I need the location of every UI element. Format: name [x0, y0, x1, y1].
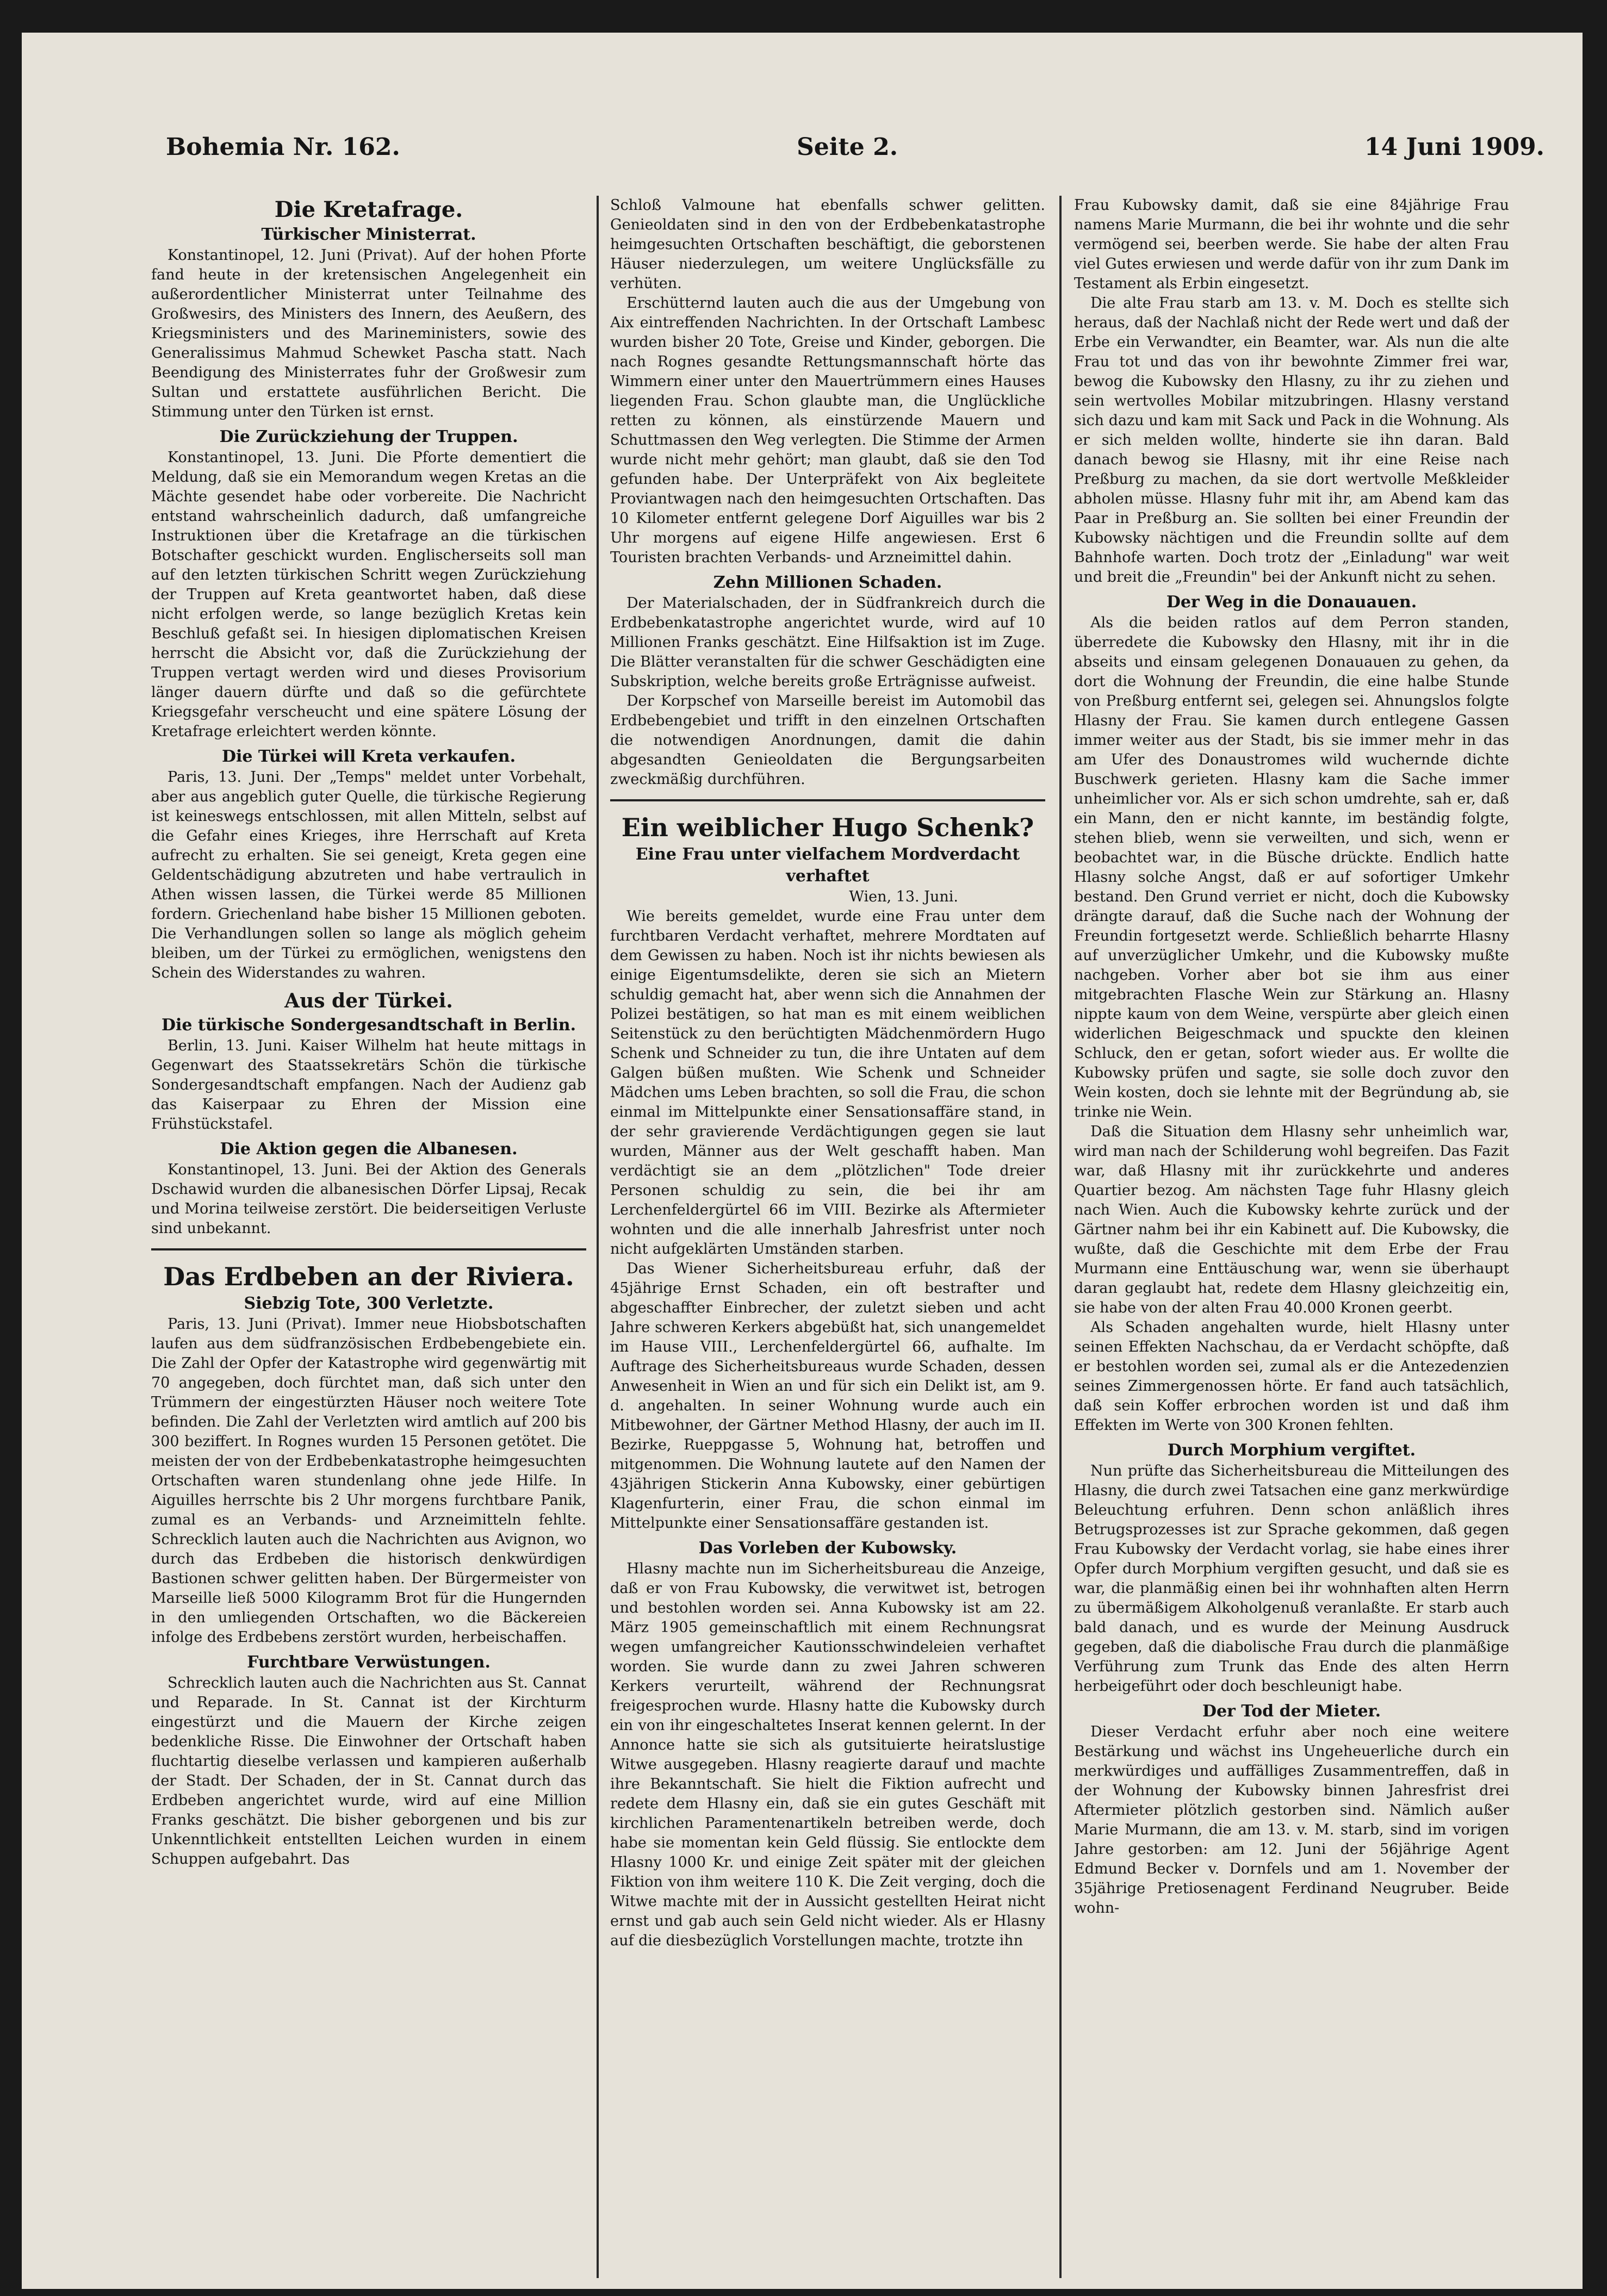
- column-1: [151, 196, 586, 2278]
- vorleben-heading: Das Vorleben der Kubowsky.: [698, 1539, 957, 1558]
- column-3: [1074, 196, 1509, 2278]
- marseille-article: Der Korpschef von Marseille bereist im Automobil das Erdbebengebiet und trifft in den einzelnen Ortschaften die notwendigen Anordnungen, damit die dahin abgesandten Genieoldaten die Bergungsarbeiten zweckmäßig durchführen.: [610, 693, 1045, 788]
- vorleben-article: Hlasny machte nun im Sicherheitsbureau die Anzeige, daß er von Frau Kubowsky, die verwitwet ist, betrogen und bestohlen worden sei. Anna Kubowsky ist am 22. März 1905 gemeinschaftlich mit einem Rechnungsrat wegen umfangreicher Kautionsschwindeleien verhaftet worden. Sie wurde dann zu zwei Jahren schweren Kerkers verurteilt, während der Rechnungsrat freigesprochen wurde. Hlasny hatte die Kubowsky durch ein von ihr eingeschaltetes Inserat kennen gelernt. In der Annonce hatte sie sich als gutsituierte heiratslustige Witwe ausgegeben. Hlasny reagierte darauf und machte ihre Bekanntschaft. Sie hielt die Fiktion aufrecht und redete dem Hlasny ein, daß sie ein gutes Geschäft mit kirchlichen Paramentenartikeln betreiben werde, doch habe sie momentan kein Geld flüssig. Sie entlockte dem Hlasny 1000 Kr. und einige Zeit später mit der gleichen Fiktion von ihm weitere 110 K. Die Zeit verging, doch die Witwe machte mit der in Aussicht gestellten Heirat nicht ernst und gab auch sein Geld nicht wieder. Als er Hlasny auf die diesbezüglich Vorstellungen machte, trotzte ihn: [610, 1560, 1045, 1949]
- column-rule-left: [597, 196, 599, 2278]
- truppen-article: Konstantinopel, 13. Juni. Die Pforte dementiert die Meldung, daß sie ein Memorandum wegen Kretas an die Mächte gesendet habe oder vorbereite. Die Nachricht entstand wahrscheinlich dadurch, daß umfangreiche Instruktionen über die Kretafrage an die türkischen Botschafter geschickt wurden. Englischerseits soll man auf den letzten türkischen Schritt wegen Zurückziehung der Truppen auf Kreta geantwortet haben, daß diese nicht erfolgen werde, so lange bezüglich Kretas kein Beschluß gefaßt sei. In hiesigen diplomatischen Kreisen herrscht die Absicht vor, daß die Zurückziehung der Truppen vertagt werden wird und dieses Provisorium länger dauern dürfte und daß so die gefürchtete Kriegsgefahr verscheucht und eine spätere Lösung der Kretafrage erleichtert werden könnte.: [151, 449, 586, 740]
- erdbeben-continuation: Schloß Valmoune hat ebenfalls schwer gelitten. Genieoldaten sind in den von der Erdbebenkatastrophe heimgesuchten Ortschaften beschäftigt, die geborstenen Häuser niederzulegen, um weitere Unglücksfälle zu verhüten.: [610, 197, 1045, 292]
- column-rule-right: [1059, 196, 1062, 2278]
- donauauen-article: Als die beiden ratlos auf dem Perron standen, überredete die Kubowsky den Hlasny, mit ihr in die abseits und einsam gelegenen Donauauen zu gehen, da dort die Wohnung der Freundin, die eine halbe Stunde von Preßburg entfernt sei, gelegen sei. Ahnungslos folgte Hlasny der Frau. Sie kamen durch entlegene Gassen immer weiter aus der Stadt, bis sie immer mehr in das am Ufer des Donaustromes wild wuchernde dichte Buschwerk gerieten. Hlasny kam die Sache immer unheimlicher vor. Als er sich schon umdrehte, sah er, daß ein Mann, den er nicht kannte, im beständig folgte, stehen blieb, wenn sie verweilten, und sich, wenn er beobachtet war, in die Büsche drückte. Endlich hatte Hlasny solche Angst, daß er auf sofortiger Umkehr bestand. Den Grund verriet er nicht, doch die Kubowsky drängte darauf, daß die Suche nach der Wohnung der Freundin fortgesetzt werde. Schließlich beharrte Hlasny auf unverzüglicher Umkehr, und die Kubowsky mußte nachgeben. Vorher aber bot sie ihm aus einer mitgebrachten Flasche Wein zur Stärkung an. Hlasny nippte kaum von dem Weine, verspürte aber gleich einen widerlichen Beigeschmack und spuckte den kleinen Schluck, den er getan, sofort wieder aus. Er wollte die Kubowsky prüfen und sagte, sie solle doch zuvor den Wein kosten, doch sie lehnte mit der Begründung ab, sie trinke nie Wein.: [1074, 614, 1509, 1121]
- header-date: 14 Juni 1909.: [1364, 133, 1544, 161]
- alte-frau-article: Die alte Frau starb am 13. v. M. Doch es stellte sich heraus, daß der Nachlaß nicht der Rede wert und daß der Erbe ein Verwandter, ein Beamter, war. Als nun die alte Frau tot und das von ihr bewohnte Zimmer frei war, bewog die Kubowsky den Hlasny, zu ihr zu ziehen und sein wertvolles Mobilar mitzubringen. Hlasny verstand sich dazu und kam mit Sack und Pack in die Wohnung. Als er sich melden wollte, hinderte sie ihn daran. Bald danach bewog sie Hlasny, mit ihr eine Reise nach Preßburg zu machen, da sie dort wertvolle Meßkleider abholen müsse. Hlasny fuhr mit ihr, am Abend kam das Paar in Preßburg an. Sie sollten bei einer Freundin der Kubowsky nächtigen und die Freundin sollte auf dem Bahnhofe warten. Doch trotz der „Einladung" war weit und breit die „Freundin" bei der Ankunft nicht zu sehen.: [1074, 295, 1509, 586]
- newspaper-page: [22, 33, 1583, 2289]
- schenk-subheading: Eine Frau unter vielfachem Mordverdacht verhaftet: [635, 845, 1020, 886]
- kubowsky-continuation: Frau Kubowsky damit, daß sie eine 84jährige Frau namens Marie Murmann, die bei ihr wohnte und die sehr vermögend sei, beerben werde. Sie habe der alten Frau viel Gutes erwiesen und werde dafür von ihr zum Dank im Testament als Erbin eingesetzt.: [1074, 197, 1509, 292]
- schaden-heading: Zehn Millionen Schaden.: [713, 573, 942, 592]
- kreta-heading: Die Kretafrage.: [274, 197, 463, 222]
- schenk-heading: Ein weiblicher Hugo Schenk?: [621, 813, 1034, 842]
- riviera-subheading: Siebzig Tote, 300 Verletzte.: [244, 1294, 494, 1313]
- tuerkei-heading: Aus der Türkei.: [284, 990, 453, 1012]
- header-page-number: Seite 2.: [797, 133, 898, 161]
- section-divider: [151, 1248, 586, 1250]
- schenk-article: Wie bereits gemeldet, wurde eine Frau unter dem furchtbaren Verdacht verhaftet, mehrere Mordtaten auf dem Gewissen zu haben. Noch ist ihr nichts bewiesen als einige Eigentumsdelikte, deren sie sich an Mietern schuldig gemacht hat, aber wenn sich die Annahmen der Polizei bestätigen, so hat man es mit einem weiblichen Seitenstück zu den berüchtigten Mädchenmördern Hugo Schenk und Schneider zu tun, die ihre Untaten auf dem Galgen büßen mußten. Wie Schenk und Schneider Mädchen ums Leben brachten, so soll die Frau, die schon einmal im Mittelpunkte einer Sensationsaffäre stand, in der sehr gravierende Verdächtigungen gegen sie laut wurden, Männer aus der Welt geschafft haben. Man verdächtigt sie an dem „plötzlichen" Tode dreier Personen schuldig zu sein, die bei ihr am Lerchenfeldergürtel 66 im VIII. Bezirke als Aftermieter wohnten und die alle innerhalb Jahresfrist unter noch nicht aufgeklärten Umständen starben.: [610, 908, 1045, 1258]
- donauauen-heading: Der Weg in die Donauauen.: [1166, 593, 1417, 612]
- schaden-angehalten-article: Als Schaden angehalten wurde, hielt Hlasny unter seinen Effekten Nachschau, da er Verdacht schöpfte, daß er bestohlen worden sei, zumal als er die Antezedenzien seines Zimmergenossen hörte. Er fand auch tatsächlich, daß sein Koffer erbrochen worden ist und daß ihm Effekten im Werte von 300 Kronen fehlten.: [1074, 1319, 1509, 1434]
- riviera-heading: Das Erdbeben an der Riviera.: [163, 1262, 574, 1291]
- situation-article: Daß die Situation dem Hlasny sehr unheimlich war, wird man nach der Schilderung wohl begreifen. Das Fazit war, daß Hlasny mit ihr zurückkehrte und anderes Quartier bezog. Am nächsten Tage fuhr Hlasny gleich nach Wien. Auch die Kubowsky kehrte zurück und der Gärtner nahm bei ihr ein Kabinett auf. Die Kubowsky, die wußte, daß die Geschichte mit dem Erbe der Frau Murmann eine Enttäuschung war, wenn sie überhaupt daran geglaubt hat, redete dem Hlasny gleichzeitig ein, sie habe von der alten Frau 40.000 Kronen geerbt.: [1074, 1123, 1509, 1316]
- tod-article: Dieser Verdacht erfuhr aber noch eine weitere Bestärkung und wächst ins Ungeheuerliche durch ein merkwürdiges und auffälliges Zusammentreffen, daß in der Wohnung der Kubowsky binnen Jahresfrist drei Aftermieter plötzlich gestorben sind. Nämlich außer Marie Murmann, die am 13. v. M. starb, sind im vorigen Jahre gestorben: am 12. Juni der 56jährige Agent Edmund Becker v. Dornfels und am 1. November der 35jährige Pretiosenagent Ferdinand Neugruber. Beide wohn-: [1074, 1723, 1509, 1917]
- verwuestungen-heading: Furchtbare Verwüstungen.: [247, 1653, 491, 1672]
- verkaufen-heading: Die Türkei will Kreta verkaufen.: [221, 747, 516, 766]
- albanesen-heading: Die Aktion gegen die Albanesen.: [220, 1140, 518, 1159]
- schenk-dateline: Wien, 13. Juni.: [849, 888, 958, 905]
- tod-heading: Der Tod der Mieter.: [1202, 1702, 1381, 1721]
- schaden-article: Der Materialschaden, der in Südfrankreich durch die Erdbebenkatastrophe angerichtet wurde, wird auf 10 Millionen Franks geschätzt. Eine Hilfsaktion ist im Zuge. Die Blätter veranstalten für die schwer Geschädigten eine Subskription, welche bereits große Erträgnisse aufweist.: [610, 595, 1045, 690]
- morphium-heading: Durch Morphium vergiftet.: [1167, 1441, 1416, 1460]
- gesandtschaft-article: Berlin, 13. Juni. Kaiser Wilhelm hat heute mittags in Gegenwart des Staatssekretärs Schön die türkische Sondergesandtschaft empfangen. Nach der Audienz gab das Kaiserpaar zu Ehren der Mission eine Frühstückstafel.: [151, 1037, 586, 1133]
- gesandtschaft-heading: Die türkische Sondergesandtschaft in Berlin.: [161, 1016, 576, 1035]
- verkaufen-article: Paris, 13. Juni. Der „Temps" meldet unter Vorbehalt, aber aus angeblich guter Quelle, die türkische Regierung ist keineswegs entschlossen, mit allen Mitteln, selbst auf die Gefahr eines Krieges, ihre Herrschaft auf Kreta aufrecht zu erhalten. Sie sei geneigt, Kreta gegen eine Geldentschädigung abzutreten und habe vertraulich in Athen wissen lassen, die Türkei werde 85 Millionen fordern. Griechenland habe bisher 15 Millionen geboten. Die Verhandlungen sollen so lange als möglich geheim bleiben, um der Türkei zu ermöglichen, wenigstens den Schein des Widerstandes zu wahren.: [151, 769, 586, 981]
- ministerrat-heading: Türkischer Ministerrat.: [261, 225, 476, 244]
- ministerrat-article: Konstantinopel, 12. Juni (Privat). Auf der hohen Pforte fand heute in der kretensischen Angelegenheit ein außerordentlicher Ministerrat unter Teilnahme des Großwesirs, des Ministers des Innern, des Aeußern, des Kriegsministers und des Marineministers, sowie des Generalissimus Mahmud Schewket Pascha statt. Nach Beendigung des Ministerrates fuhr der Großwesir zum Sultan und erstattete ausführlichen Bericht. Die Stimmung unter den Türken ist ernst.: [151, 247, 586, 420]
- verwuestungen-article: Schrecklich lauten auch die Nachrichten aus St. Cannat und Reparade. In St. Cannat ist der Kirchturm eingestürzt und die Mauern der Kirche zeigen bedenkliche Risse. Die Einwohner der Ortschaft haben fluchtartig dieselbe verlassen und kampieren außerhalb der Stadt. Der Schaden, der in St. Cannat durch das Erdbeben angerichtet wurde, wird auf eine Million Franks geschätzt. Die bisher geborgenen und bis zur Unkenntlichkeit entstellten Leichen wurden in einem Schuppen aufgebahrt. Das: [151, 1675, 586, 1868]
- riviera-article: Paris, 13. Juni (Privat). Immer neue Hiobsbotschaften laufen aus dem südfranzösischen Erdbebengebiete ein. Die Zahl der Opfer der Katastrophe wird gegenwärtig mit 70 angegeben, doch fürchtet man, daß sich unter den Trümmern der eingestürzten Häuser noch weitere Tote befinden. Die Zahl der Verletzten wird amtlich auf 200 bis 300 beziffert. In Rognes wurden 15 Personen getötet. Die meisten der von der Erdbebenkatastrophe heimgesuchten Ortschaften waren stundenlang ohne jede Hilfe. In Aiguilles herrschte bis 2 Uhr morgens furchtbare Panik, zumal es an Verbands- und Arzneimitteln fehlte. Schrecklich lauten auch die Nachrichten aus Avignon, wo durch das Erdbeben die historisch denkwürdigen Bastionen schwer gelitten haben. Der Bürgermeister von Marseille ließ 5000 Kilogramm Brot für die Hungernden in den umliegenden Ortschaften, wo die Bäckereien infolge des Erdbebens zerstört wurden, herbeischaffen.: [151, 1316, 586, 1646]
- truppen-heading: Die Zurückziehung der Truppen.: [219, 427, 518, 446]
- section-divider: [610, 799, 1045, 801]
- page-header: [147, 122, 1550, 182]
- albanesen-article: Konstantinopel, 13. Juni. Bei der Aktion des Generals Dschawid wurden die albanesischen Dörfer Lipsaj, Recak und Morina teilweise zerstört. Die beiderseitigen Verluste sind unbekannt.: [151, 1161, 586, 1237]
- header-issue: Bohemia Nr. 162.: [166, 133, 400, 161]
- morphium-article: Nun prüfte das Sicherheitsbureau die Mitteilungen des Hlasny, die durch zwei Tatsachen eine ganz merkwürdige Beleuchtung erfuhren. Denn schon anläßlich ihres Betrugsprozesses ist zur Sprache gekommen, daß gegen Frau Kubowsky der Verdacht vorlag, sie habe eines ihrer Opfer durch Morphium vergiften gesucht, und daß sie es war, die planmäßig einen bei ihr wohnhaften alten Herrn zu übermäßigem Alkoholgenuß veranlaßte. Er starb auch bald danach, und es wurde der Meinung Ausdruck gegeben, daß die diabolische Frau durch die planmäßige Verführung zum Trunk das Ende des alten Herrn herbeigeführt oder doch beschleunigt habe.: [1074, 1463, 1509, 1695]
- column-2: [610, 196, 1045, 2278]
- aix-article: Erschütternd lauten auch die aus der Umgebung von Aix eintreffenden Nachrichten. In der Ortschaft Lambesc wurden bisher 20 Tote, Greise und Kinder, geborgen. Die nach Rognes gesandte Rettungsmannschaft hörte das Wimmern einer unter den Mauertrümmern eines Hauses liegenden Frau. Schon glaubte man, die Unglückliche retten zu können, als einstürzende Mauern und Schuttmassen den Weg verlegten. Die Stimme der Armen wurde nicht mehr gehört; man glaubt, daß sie den Tod gefunden habe. Der Unterpräfekt von Aix begleitete Proviantwagen nach den heimgesuchten Ortschaften. Das 10 Kilometer entfernt gelegene Dorf Aiguilles war bis 2 Uhr morgens auf eigene Hilfe angewiesen. Erst 6 Touristen brachten Verbands- und Arzneimittel dahin.: [610, 295, 1045, 566]
- sicherheitsbureau-article: Das Wiener Sicherheitsbureau erfuhr, daß der 45jährige Ernst Schaden, ein oft bestrafter und abgeschaffter Einbrecher, der zuletzt sieben und acht Jahre schweren Kerkers abgebüßt hat, sich unangemeldet im Hause VIII., Lerchenfeldergürtel 66, aufhalte. Im Auftrage des Sicherheitsbureaus wurde Schaden, dessen Anwesenheit in Wien an und für sich ein Delikt ist, am 9. d. angehalten. In seiner Wohnung wurde auch ein Mitbewohner, der Gärtner Method Hlasny, der auch im II. Bezirke, Rueppgasse 5, Wohnung hat, betroffen und mitgenommen. Die Wohnung lautete auf den Namen der 43jährigen Stickerin Anna Kubowsky, einer gebürtigen Klagenfurterin, einer Frau, die schon einmal im Mittelpunkte einer Sensationsaffäre gestanden ist.: [610, 1260, 1045, 1532]
